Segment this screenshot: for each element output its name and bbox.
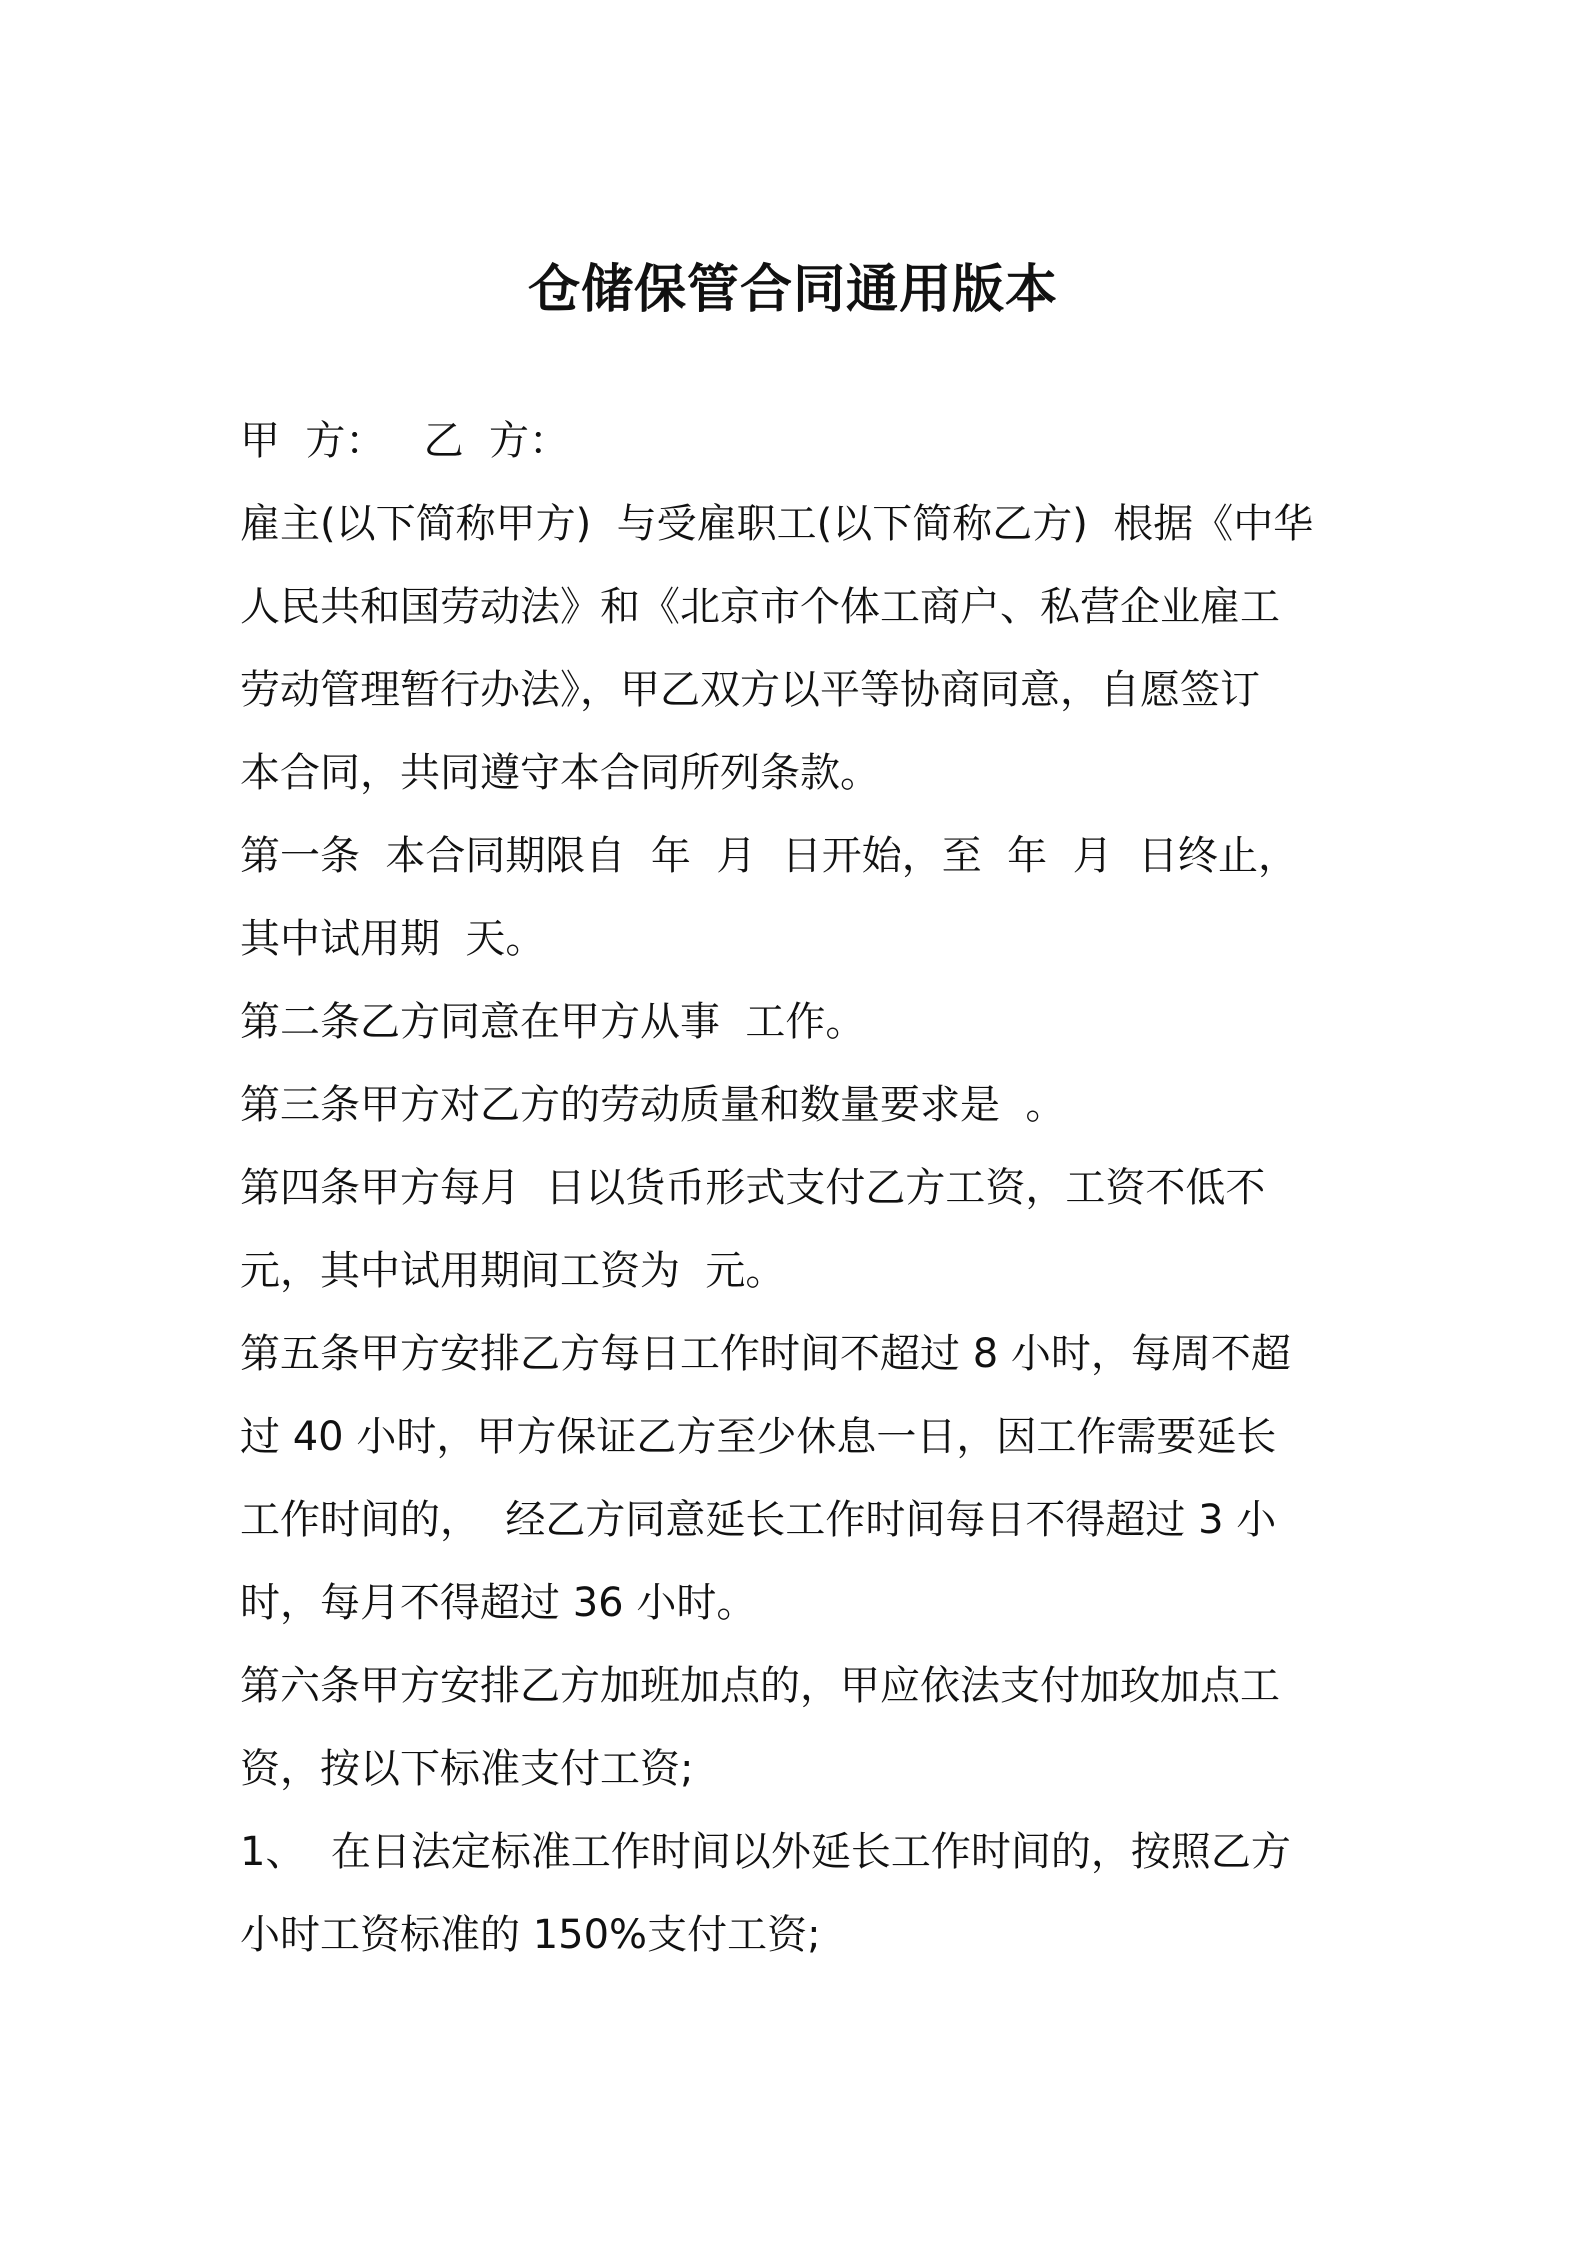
clause-line: 过 40 小时，甲方保证乙方至少休息一日，因工作需要延长: [240, 1414, 1277, 1460]
document-body: [240, 400, 1360, 1977]
clause-line: 时，每月不得超过 36 小时。: [240, 1580, 757, 1626]
clause-line: 第一条 本合同期限自 年 月 日开始，至 年 月 日终止，: [240, 833, 1299, 879]
clause-line: 第二条乙方同意在甲方从事 工作。: [240, 999, 866, 1045]
clause-line: 其中试用期 天。: [240, 916, 546, 962]
clause-line: 第五条甲方安排乙方每日工作时间不超过 8 小时，每周不超: [240, 1331, 1291, 1377]
document-title: 仓储保管合同通用版本: [527, 260, 1058, 320]
clause-line: 第三条甲方对乙方的劳动质量和数量要求是 。: [240, 1082, 1066, 1128]
party-line: 甲 方： 乙 方：: [240, 418, 570, 464]
paragraph-line: 雇主(以下简称甲方) 与受雇职工(以下简称乙方) 根据《中华: [240, 501, 1314, 547]
clause-line: 工作时间的， 经乙方同意延长工作时间每日不得超过 3 小: [240, 1497, 1277, 1543]
list-item-line: 1、 在日法定标准工作时间以外延长工作时间的，按照乙方: [240, 1829, 1291, 1875]
paragraph-line: 本合同，共同遵守本合同所列条款。: [240, 750, 880, 796]
list-item-line: 小时工资标准的 150%支付工资;: [240, 1912, 821, 1958]
paragraph-line: 人民共和国劳动法》和《北京市个体工商户、私营企业雇工: [240, 584, 1280, 630]
clause-line: 元，其中试用期间工资为 元。: [240, 1248, 786, 1294]
clause-line: 第六条甲方安排乙方加班加点的，甲应依法支付加玫加点工: [240, 1663, 1280, 1709]
clause-line: 资，按以下标准支付工资;: [240, 1746, 694, 1792]
clause-line: 第四条甲方每月 日以货币形式支付乙方工资，工资不低不: [240, 1165, 1266, 1211]
paragraph-line: 劳动管理暂行办法》，甲乙双方以平等协商同意，自愿签订: [240, 667, 1260, 713]
